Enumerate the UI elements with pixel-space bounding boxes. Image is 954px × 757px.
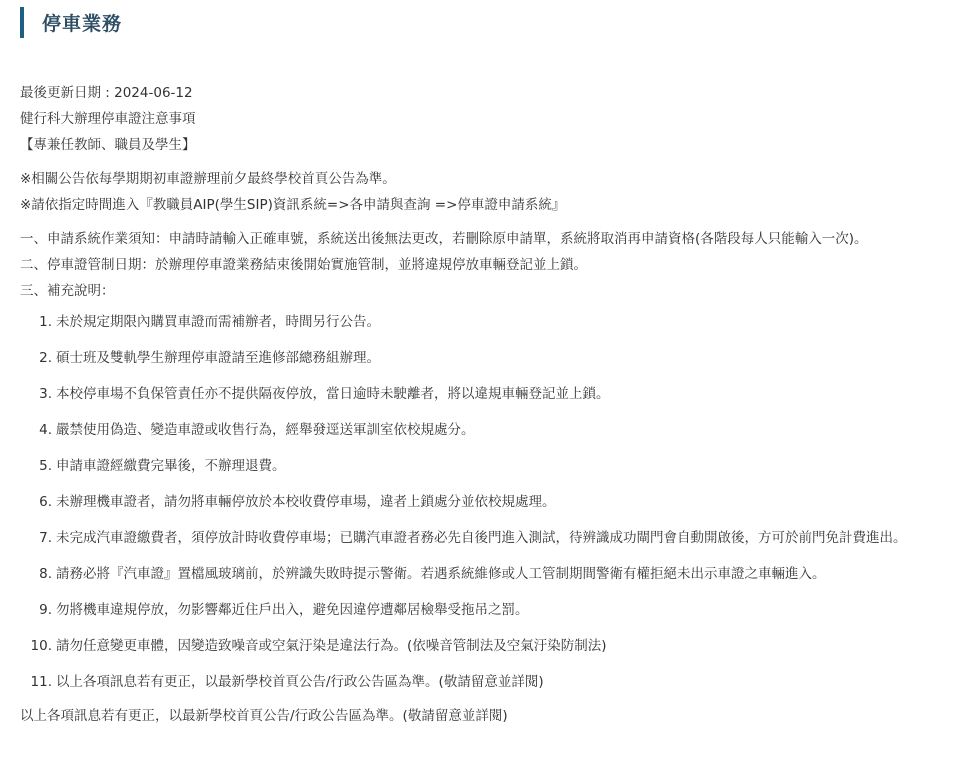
intro-heading: 健行科大辦理停車證注意事項 — [20, 111, 196, 127]
list-item-text: 勿將機車違規停放，勿影響鄰近住戶出入，避免因違停遭鄰居檢舉受拖吊之罰。 — [56, 602, 529, 618]
list-item — [20, 600, 940, 620]
list-item-number: 11. — [30, 674, 52, 690]
list-item — [20, 672, 940, 692]
list-item — [20, 492, 940, 512]
list-item-number: 9. — [39, 602, 52, 618]
list-item-text: 未完成汽車證繳費者，須停放計時收費停車場；已購汽車證者務必先自後門進入測試，待辨識成功閘門會自動開啟後，方可於前門免計費進出。 — [56, 530, 907, 546]
list-item-number: 3. — [39, 386, 52, 402]
list-item-text: 請務必將『汽車證』置檔風玻璃前，於辨識失敗時提示警衛。若遇系統維修或人工管制期間警衛有權拒絕未出示車證之車輛進入。 — [56, 566, 826, 582]
list-item-text: 碩士班及雙軌學生辦理停車證請至進修部總務組辦理。 — [56, 350, 380, 366]
list-item — [20, 312, 940, 332]
list-item-number: 8. — [39, 566, 52, 582]
list-item — [20, 384, 940, 404]
list-item-number: 2. — [39, 350, 52, 366]
list-item-number: 4. — [39, 422, 52, 438]
list-item — [20, 348, 940, 368]
page-title: 停車業務 — [42, 13, 123, 35]
audience-label: 【專兼任教師、職員及學生】 — [20, 137, 196, 153]
list-item-text: 請勿任意變更車體，因變造致噪音或空氣汙染是違法行為。(依噪音管制法及空氣汙染防制法) — [56, 638, 607, 654]
list-item — [20, 528, 940, 548]
last-updated-date: 最後更新日期 : 2024-06-12 — [20, 85, 193, 101]
section-2: 二、停車證管制日期：於辦理停車證業務結束後開始實施管制，並將違規停放車輛登記並上鎖。 — [20, 257, 587, 273]
list-item-text: 未於規定期限內購買車證而需補辦者，時間另行公告。 — [56, 314, 380, 330]
notice-2: ※請依指定時間進入『教職員AIP(學生SIP)資訊系統=>各申請與查詢 =>停車證申請系統』 — [20, 197, 566, 213]
list-item-text: 申請車證經繳費完畢後，不辦理退費。 — [56, 458, 286, 474]
list-item-text: 嚴禁使用偽造、變造車證或收售行為，經舉發逕送軍訓室依校規處分。 — [56, 422, 475, 438]
article-content — [20, 83, 940, 726]
section-1: 一、申請系統作業須知：申請時請輸入正確車號，系統送出後無法更改，若刪除原申請單，系統將取消再申請資格(各階段每人只能輸入一次)。 — [20, 231, 868, 247]
list-item — [20, 420, 940, 440]
notes-list — [20, 312, 940, 692]
list-item — [20, 564, 940, 584]
section-3: 三、補充說明： — [20, 283, 115, 299]
list-item-text: 未辦理機車證者，請勿將車輛停放於本校收費停車場，違者上鎖處分並依校規處理。 — [56, 494, 556, 510]
list-item-text: 以上各項訊息若有更正，以最新學校首頁公告/行政公告區為準。(敬請留意並詳閱) — [56, 674, 544, 690]
list-item-number: 6. — [39, 494, 52, 510]
list-item-number: 7. — [39, 530, 52, 546]
list-item-number: 10. — [30, 638, 52, 654]
notice-1: ※相關公告依每學期期初車證辦理前夕最終學校首頁公告為準。 — [20, 171, 396, 187]
list-item-text: 本校停車場不負保管責任亦不提供隔夜停放，當日逾時未駛離者，將以違規車輛登記並上鎖。 — [56, 386, 610, 402]
list-item-number: 1. — [39, 314, 52, 330]
list-item — [20, 636, 940, 656]
page-header — [20, 7, 122, 38]
list-item-number: 5. — [39, 458, 52, 474]
list-item — [20, 456, 940, 476]
footer-note: 以上各項訊息若有更正，以最新學校首頁公告/行政公告區為準。(敬請留意並詳閱) — [20, 708, 508, 724]
